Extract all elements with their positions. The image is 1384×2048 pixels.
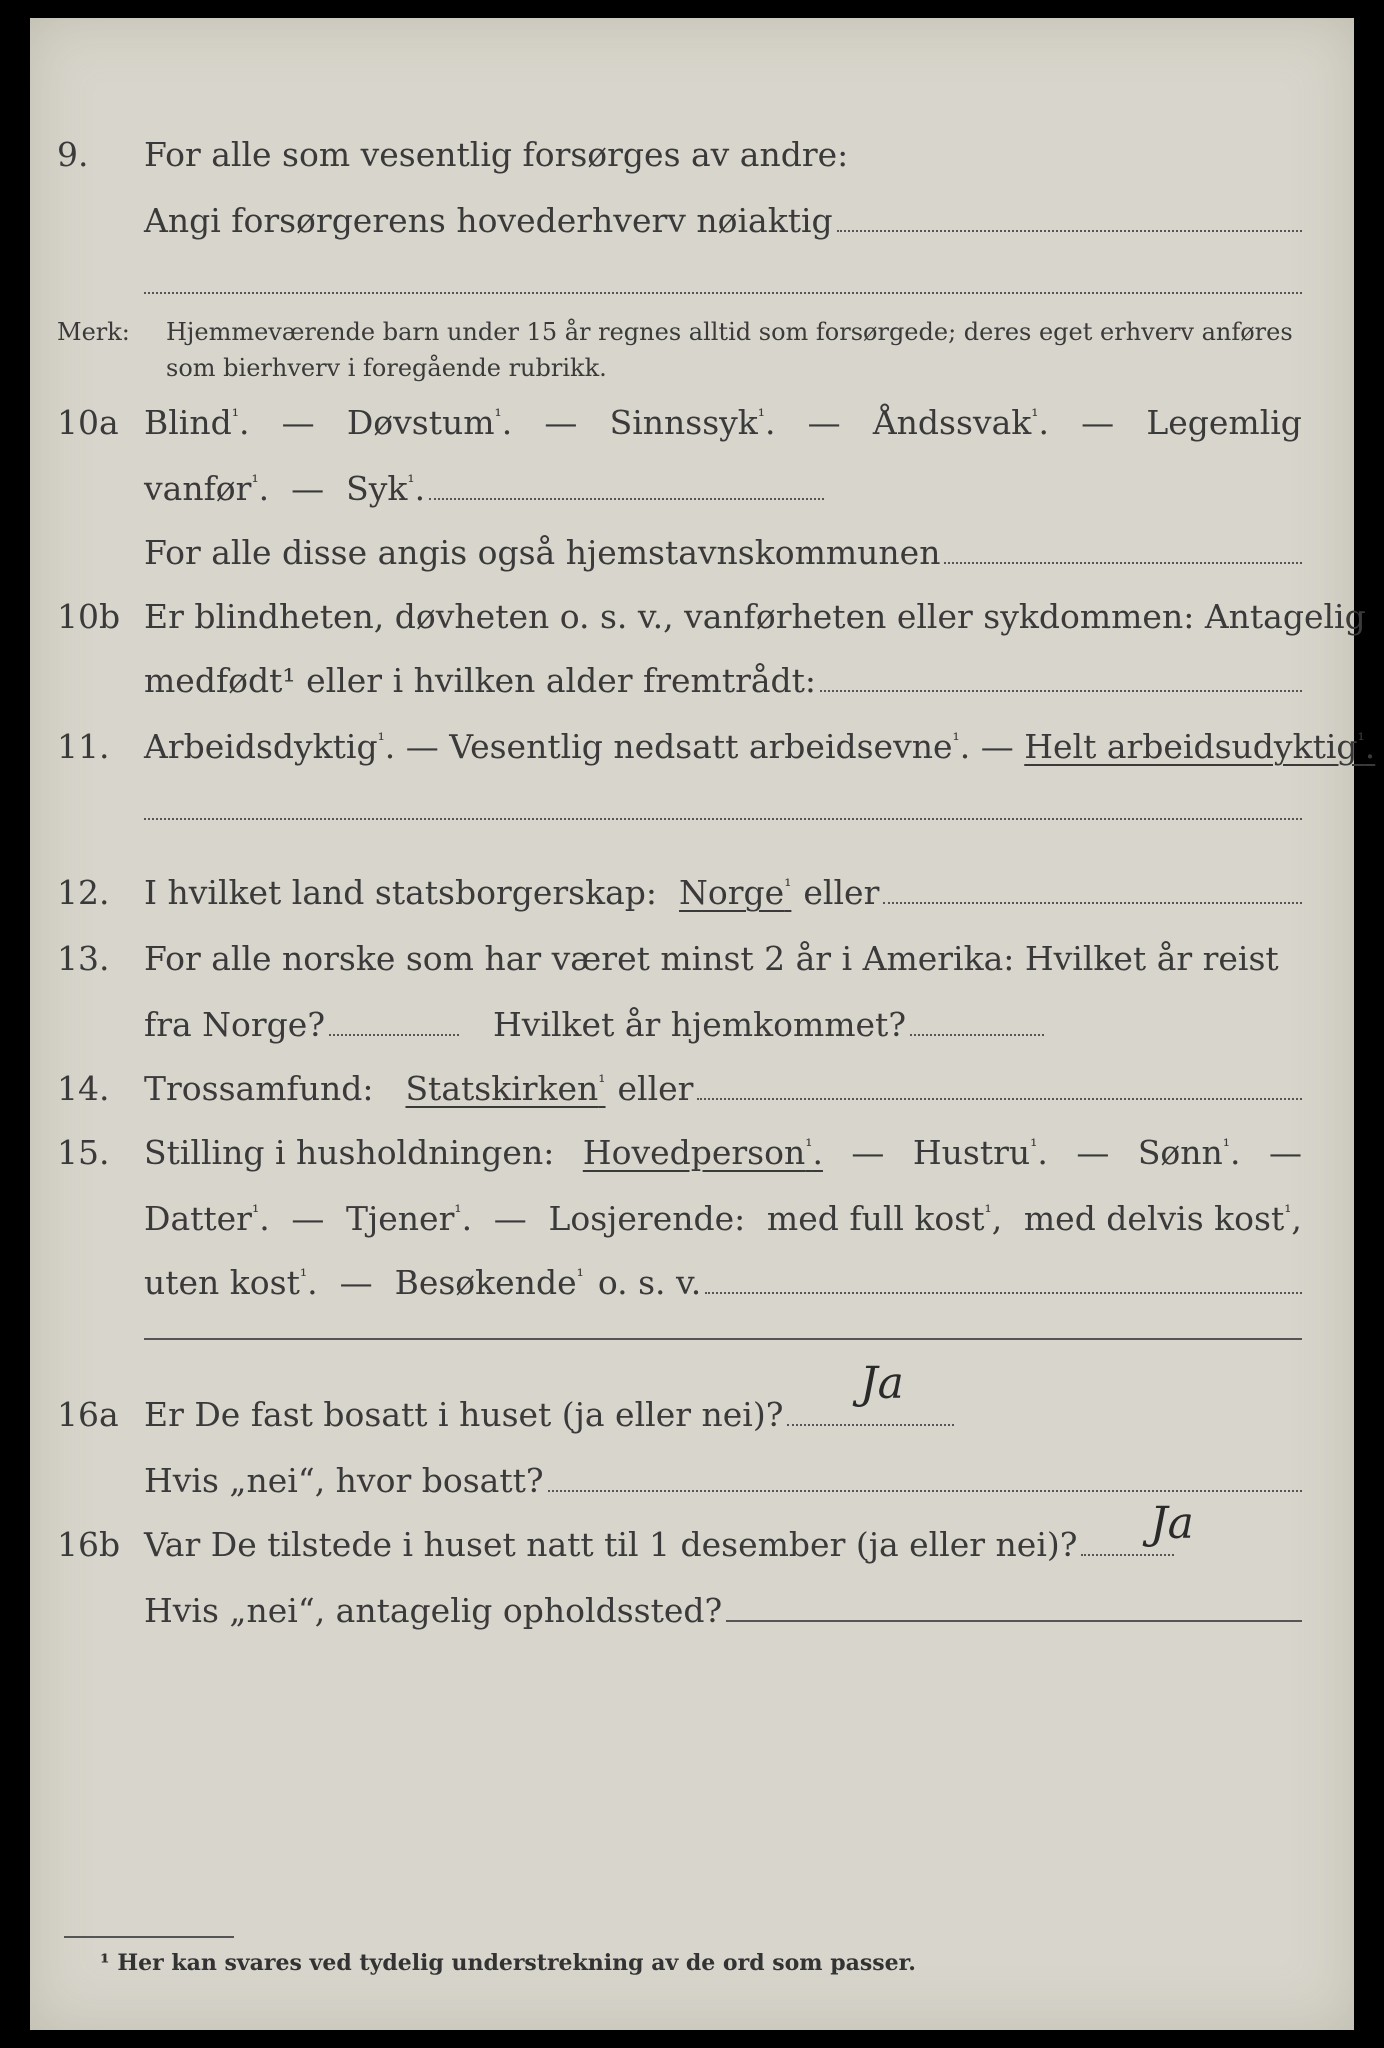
opt-besokende[interactable]: Besøkende [394, 1263, 577, 1302]
footnote-ref: ¹ [598, 1072, 606, 1093]
footnote-ref: ¹ [757, 406, 765, 427]
q13-reist-label: fra Norge? [144, 1005, 326, 1044]
opt-norge[interactable]: Norge [679, 873, 785, 912]
footnote-ref: ¹ [952, 730, 960, 751]
q15-number: 15. [57, 1133, 110, 1172]
q16b-line2: Hvis „nei“, antagelig opholdssted? [144, 1591, 723, 1630]
q16a-handwritten-answer: Ja [860, 1358, 904, 1409]
opt-statskirken[interactable]: Statskirken [405, 1069, 599, 1108]
footnote-ref: ¹ [407, 472, 415, 493]
q15-other-field[interactable] [705, 1292, 1302, 1294]
opt-hustru[interactable]: Hustru [912, 1133, 1031, 1172]
q16b-line1: Var De tilstede i huset natt til 1 desember (ja eller nei)? [144, 1525, 1078, 1564]
q10b-row-2 [30, 656, 1354, 706]
footnote-ref: ¹ [576, 1266, 584, 1287]
q16b-opholdssted-field[interactable] [726, 1620, 1302, 1622]
q16b-row-2 [30, 1586, 1354, 1636]
q10a-number: 10a [57, 403, 119, 442]
footnote-ref: ¹ [494, 406, 502, 427]
footnote-ref: ¹ [231, 406, 239, 427]
q10b-line1: Er blindheten, døvheten o. s. v., vanførheten eller sykdommen: Antagelig [144, 597, 1366, 636]
footnote-ref: ¹ [251, 472, 259, 493]
opt-datter[interactable]: Datter [144, 1199, 252, 1238]
q15-label: Stilling i husholdningen: [144, 1133, 555, 1172]
q12-number: 12. [57, 873, 110, 912]
q13-line1: For alle norske som har været minst 2 år i Amerika: Hvilket år reist [144, 939, 1279, 978]
opt-full-kost[interactable]: med full kost [766, 1199, 985, 1238]
q12-other-country-field[interactable] [883, 902, 1302, 904]
q16b-handwritten-answer: Ja [1150, 1498, 1194, 1549]
q10b-row-1 [30, 592, 1366, 642]
q16a-line2: Hvis „nei“, hvor bosatt? [144, 1461, 544, 1500]
q10b-number: 10b [57, 597, 121, 636]
q10a-syk-field[interactable] [429, 498, 824, 500]
footnote-ref: ¹ [1031, 406, 1039, 427]
q9-row-1 [30, 130, 1354, 180]
q10b-answer-field[interactable] [820, 690, 1302, 692]
opt-arbeidsdyktig[interactable]: Arbeidsdyktig [144, 727, 378, 766]
q16a-bosatt-field[interactable] [548, 1490, 1302, 1492]
q14-label: Trossamfund: [144, 1069, 374, 1108]
q9-extra-answer-line[interactable] [144, 292, 1302, 294]
opt-tjener[interactable]: Tjener [346, 1199, 455, 1238]
q10b-line2: medfødt¹ eller i hvilken alder fremtrådt: [144, 661, 817, 700]
footnote-ref: ¹ [299, 1266, 308, 1287]
merk-label: Merk: [57, 318, 130, 346]
footnote-text: Her kan svares ved tydelig understrekning av de ord som passer. [117, 1950, 916, 1976]
q9-number: 9. [57, 135, 89, 174]
footnote-ref: ¹ [251, 1202, 260, 1223]
q14-eller: eller [617, 1069, 694, 1108]
q10a-line3: For alle disse angis også hjemstavnskommunen [144, 533, 941, 572]
q15-row-3: uten kost$^{^1}$. — Besøkende$^{^1}$ o. s. v. [30, 1258, 1354, 1308]
q11-row: 11. Arbeidsdyktig$^{^1}$. — Vesentlig nedsatt arbeidsevne$^{^1}$. — Helt arbeidsudyktig$^{^1}$. [30, 722, 1354, 772]
opt-hovedperson[interactable]: Hovedperson [582, 1133, 806, 1172]
footnote-ref: ¹ [377, 730, 385, 751]
q13-hjemkommet-label: Hvilket år hjemkommet? [493, 1005, 907, 1044]
q10a-row-3 [30, 528, 1354, 578]
q16a-line1: Er De fast bosatt i huset (ja eller nei)? [144, 1395, 784, 1434]
footnote-ref: ¹ [1030, 1136, 1038, 1157]
q13-row-2 [30, 1000, 1354, 1050]
opt-delvis-kost[interactable]: med delvis kost [1023, 1199, 1285, 1238]
footnote-ref: ¹ [784, 876, 792, 897]
q9-line2: Angi forsørgerens hovederhverv nøiaktig [144, 201, 833, 240]
q15-row-2: Datter$^{^1}$. — Tjener$^{^1}$. — Losjerende: med full kost$^{^1}$, med delvis kost$^{^1}$, [30, 1194, 1354, 1244]
q15-osv: o. s. v. [597, 1263, 702, 1302]
q16a-answer-field[interactable] [787, 1424, 954, 1426]
opt-andssvak[interactable]: Åndssvak [872, 403, 1032, 442]
q14-number: 14. [57, 1069, 110, 1108]
opt-sinnssyk[interactable]: Sinnssyk [609, 403, 758, 442]
footnote-rule [64, 1936, 234, 1938]
footnote-ref: ¹ [454, 1202, 462, 1223]
q9-row-2 [30, 196, 1354, 246]
opt-blind[interactable]: Blind [144, 403, 232, 442]
opt-vanfor[interactable]: vanfør [144, 469, 252, 508]
q9-answer-field[interactable] [837, 230, 1302, 232]
census-form-page [30, 18, 1376, 2030]
q15-row-1: 15. Stilling i husholdningen: Hovedperson$^{^1}$. — Hustru$^{^1}$. — Sønn$^{^1}$. — [30, 1128, 1354, 1178]
q9-line1: For alle som vesentlig forsørges av andre: [144, 135, 849, 174]
opt-legemlig[interactable]: Legemlig [1146, 403, 1302, 442]
q16b-number: 16b [57, 1525, 121, 1564]
footnote-ref: ¹ [1222, 1136, 1231, 1157]
footnote-marker: ¹ [100, 1950, 110, 1976]
q15-extra-answer-line[interactable] [144, 1338, 1302, 1340]
footnote-ref: ¹ [805, 1136, 813, 1157]
q11-extra-answer-line[interactable] [144, 818, 1302, 820]
q14-other-field[interactable] [697, 1098, 1302, 1100]
merk-note [30, 314, 1354, 394]
opt-nedsatt-arbeidsevne[interactable]: Vesentlig nedsatt arbeidsevne [449, 727, 953, 766]
q10a-row-2: vanfør$^{^1}$. — Syk$^{^1}$. [30, 464, 1354, 514]
q16a-number: 16a [57, 1395, 119, 1434]
q13-number: 13. [57, 939, 110, 978]
footnote-ref: ¹ [984, 1202, 992, 1223]
q12-row [30, 868, 1354, 918]
opt-uten-kost[interactable]: uten kost [144, 1263, 300, 1302]
footnote-ref: ¹ [1357, 730, 1365, 751]
q10a-hjemstavn-field[interactable] [944, 562, 1302, 564]
q15-losjerende: Losjerende: [548, 1199, 746, 1238]
opt-helt-arbeidsudyktig[interactable]: Helt arbeidsudyktig [1024, 727, 1358, 766]
q13-row-1 [30, 934, 1354, 984]
q16b-answer-field[interactable] [1081, 1554, 1174, 1556]
opt-sonn[interactable]: Sønn [1137, 1133, 1223, 1172]
q12-eller: eller [803, 873, 880, 912]
opt-syk[interactable]: Syk [346, 469, 408, 508]
q11-number: 11. [57, 727, 110, 766]
merk-text: Hjemmeværende barn under 15 år regnes alltid som forsørgede; deres eget erhverv anføres som bierhverv i foregående rubrikk. [166, 318, 1293, 382]
opt-dovstum[interactable]: Døvstum [346, 403, 495, 442]
q16a-row-1 [30, 1390, 1354, 1440]
q13-hjemkommet-field[interactable] [910, 1034, 1044, 1036]
footnote [100, 1950, 916, 1976]
footnote-ref: ¹ [1284, 1202, 1292, 1223]
q13-reist-field[interactable] [329, 1034, 459, 1036]
q10a-row-1: 10a Blind$^{^1}$. — Døvstum$^{^1}$. — Sinnssyk$^{^1}$. — Åndssvak$^{^1}$. — Legemlig [30, 398, 1354, 448]
q12-label: I hvilket land statsborgerskap: [144, 873, 658, 912]
q14-row [30, 1064, 1354, 1114]
